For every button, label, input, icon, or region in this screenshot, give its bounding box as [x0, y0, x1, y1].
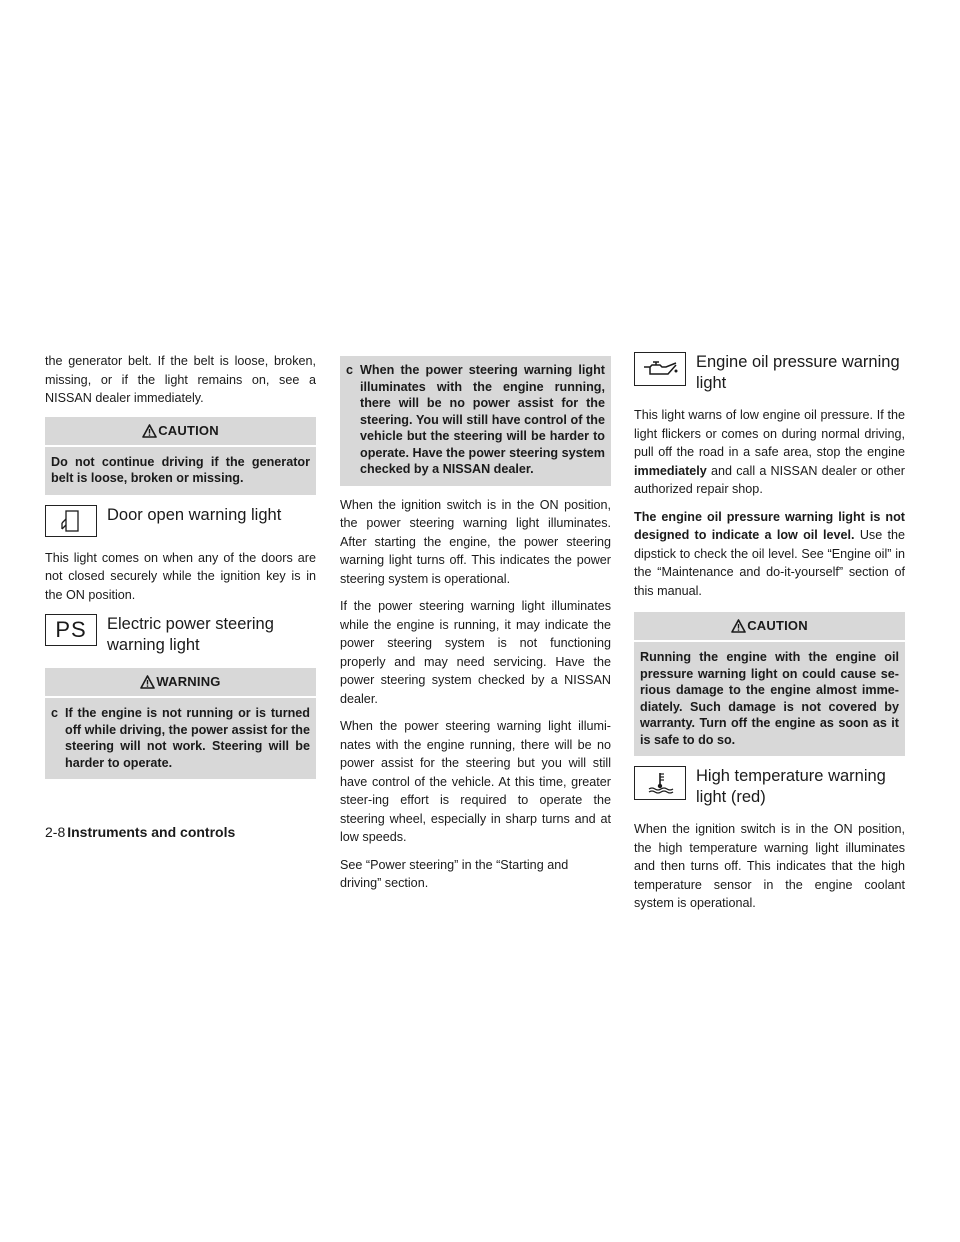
caution-heading: CAUTION: [634, 612, 905, 642]
warning-item: [45, 698, 316, 779]
door-open-title: Door open warning light: [107, 505, 282, 524]
warning-box-steering: [45, 668, 316, 779]
paragraph-2: If the power steering warning light illuminates while the engine is running, it may indicate the power steering system is not functioning properly and may need servicing. Have the power steering system checked by a NISSAN dealer.: [340, 599, 611, 706]
warning-text: If the engine is not running or is turned off while driving, the power assist for the steering will not work. Steering will be harder to operate.: [65, 706, 310, 770]
page-number: 2-8: [45, 824, 66, 840]
high-temperature-title: High temperature warning light (red): [696, 767, 886, 806]
warning-heading: WARNING: [45, 668, 316, 698]
oil-pressure-title: Engine oil pressure warning light: [696, 353, 900, 392]
bullet-mark: c: [346, 363, 354, 377]
high-temperature-text: When the ignition switch is in the ON position, the high temperature warning light illuminates and then turns off. This indicates that the high temperature sensor in the engine coolant system is operational.: [634, 822, 905, 910]
caution-box-oil: [634, 612, 905, 756]
section-high-temperature: [634, 766, 905, 808]
oil-paragraph-2: The engine oil pressure warning light is not designed to indicate a low oil level. Use the dipstick to check the oil level. See “Engine oil” in the “Maintenance and do-it-yourself” section of this manual.: [634, 509, 905, 598]
section-oil-pressure: [634, 352, 905, 394]
warning-triangle-icon: [731, 619, 746, 633]
coolant-temperature-icon: [634, 766, 686, 800]
section-name: Instruments and controls: [67, 824, 236, 840]
power-steering-title: Electric power steering warning light: [107, 615, 274, 654]
bullet-mark: c: [51, 706, 59, 720]
caution-text: Do not continue driving if the generator belt is loose, broken or missing.: [51, 454, 310, 485]
page-footer: [45, 824, 235, 840]
warning-triangle-icon: [140, 675, 155, 689]
intro-paragraph: the generator belt. If the belt is loose, broken, missing, or if the light remains on, see a NISSAN dealer immediately.: [45, 354, 316, 405]
column-right: [634, 352, 905, 922]
paragraph-1: When the ignition switch is in the ON position, the power steering warning light illuminates. After starting the engine, the power steering warning light turns off. This indicates the power steering system is operational.: [340, 497, 611, 586]
power-steering-icon: PS: [45, 614, 97, 646]
paragraph-4: See “Power steering” in the “Starting and driving” section.: [340, 857, 569, 890]
warning-triangle-icon: [142, 424, 157, 438]
note-text: When the power steering warning light illuminates with the engine running, there will be no power assist for the steering. You will still have control of the vehicle but the steering will be harder to operate. Have the power steering system checked by a NISSAN dealer.: [360, 363, 605, 476]
note-box-steering: [340, 356, 611, 486]
door-open-icon: [45, 505, 97, 537]
paragraph-3: When the power steering warning light illumi-nates with the engine running, there will be no power assist for the steering but you will still have control of the vehicle. At this time, greater steer-ing effort is required to operate the steering wheel, especially in sharp turns and at low speeds.: [340, 719, 611, 844]
oil-paragraph-1: This light warns of low engine oil pressure. If the light flickers or comes on during normal driving, pull off the road in a safe area, stop the engine immediately and call a NISSAN dealer or other authorized repair shop.: [634, 408, 905, 496]
caution-heading: CAUTION: [45, 417, 316, 447]
door-open-text: This light comes on when any of the doors are not closed securely while the ignition key is in the ON position.: [45, 550, 316, 602]
oil-can-icon: [634, 352, 686, 386]
section-door-open: [45, 505, 316, 537]
column-middle: [340, 352, 611, 902]
caution-box-generator: [45, 417, 316, 495]
section-power-steering: [45, 614, 316, 656]
column-left: [45, 352, 316, 789]
caution-text: Running the engine with the engine oil pressure warning light on could cause se-rious damage to the engine almost imme-diately. Such damage is not covered by warranty. Turn off the engine as soon as it is safe to do so.: [640, 650, 899, 747]
